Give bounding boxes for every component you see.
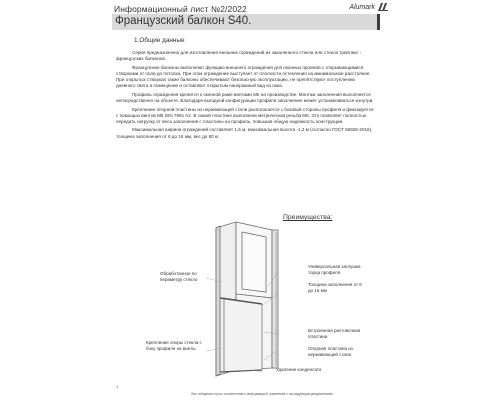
paragraph: Профиль ограждения крепится к оконной раме винтами M6 на производстве. Монтаж заполнения выполняется непосредственно на объекте. Благодаря выгодной конфигурации профиля заполнение может устанавливаться изнутри. (116, 91, 374, 103)
label-condensate: Удаление конденсата (276, 367, 322, 372)
brand-logo (349, 3, 388, 11)
paragraph: Французские балконы выполняют функцию внешнего ограждения для оконных проемов с открывающимися створками от пола до потолка. При этом ограждение выступает от плоскости остекления на минимальное расстояние. При открытых створках такие балконы обеспечивают безопасную эксплуатацию, не препятствуют поступлению дневного света в помещение и оставляют открытым панорамный вид из окна. (116, 64, 371, 89)
paragraph: Крепление опорной пластины из нержавеющей стали располагается с боковой стороны профиля и фиксируется с помощью винтов M6 DIN 7991 A2. В самой пластине выполнена метрическая резьба M6. Это позволяет полностью передать нагрузку от веса заполнения с пластины на профиль, повышая общую надежность конструкции. (116, 106, 374, 124)
brand-name: Alumark (349, 3, 375, 11)
footer-note: Все собщения строго соответствии с информацией, изменение с последующим уведомлением (191, 392, 333, 396)
section-title: 1.Общие данные (134, 37, 185, 44)
page-title: Французский балкон S40. (115, 15, 252, 27)
label-fill-thickness: Толщина заполнения от 6 до 16 мм (308, 282, 362, 293)
document-page (112, 0, 375, 400)
label-seal: Встроенная рихтовочная пластина (308, 328, 361, 339)
paragraph: Серия предназначена для изготовления внешних ограждений из закаленного стекла или стекла триплекс - французских балконов. (116, 50, 362, 62)
label-glass-fastening: Крепление опоры стекла с боку профиля на винты (146, 340, 202, 351)
title-accent-stripe (377, 14, 380, 30)
label-support-plate: Опорная пластина из нержавеющей стали (308, 346, 353, 357)
info-sheet-number: Информационный лист №2/2022 (114, 4, 247, 14)
label-processed-glass: Обработанное по периметру стекло (160, 271, 198, 282)
title-bar (112, 14, 380, 30)
page-number: 1 (116, 384, 119, 389)
window-frame-drawing (216, 222, 278, 376)
document-header (112, 2, 380, 32)
general-data-text (116, 50, 374, 142)
label-universal-cap: Универсальная заглушка торца профиля (308, 264, 361, 275)
paragraph: Максимальная ширина ограждений составляет 1,5 м, максимальная высота -1,2 м (согласно ГОСТ 56926-2016), толщина заполнения от 6 до 16 мм, вес до 60 кг. (116, 127, 373, 139)
brand-mark-icon (378, 3, 388, 11)
advantages-title: Преимущества: (283, 214, 333, 221)
